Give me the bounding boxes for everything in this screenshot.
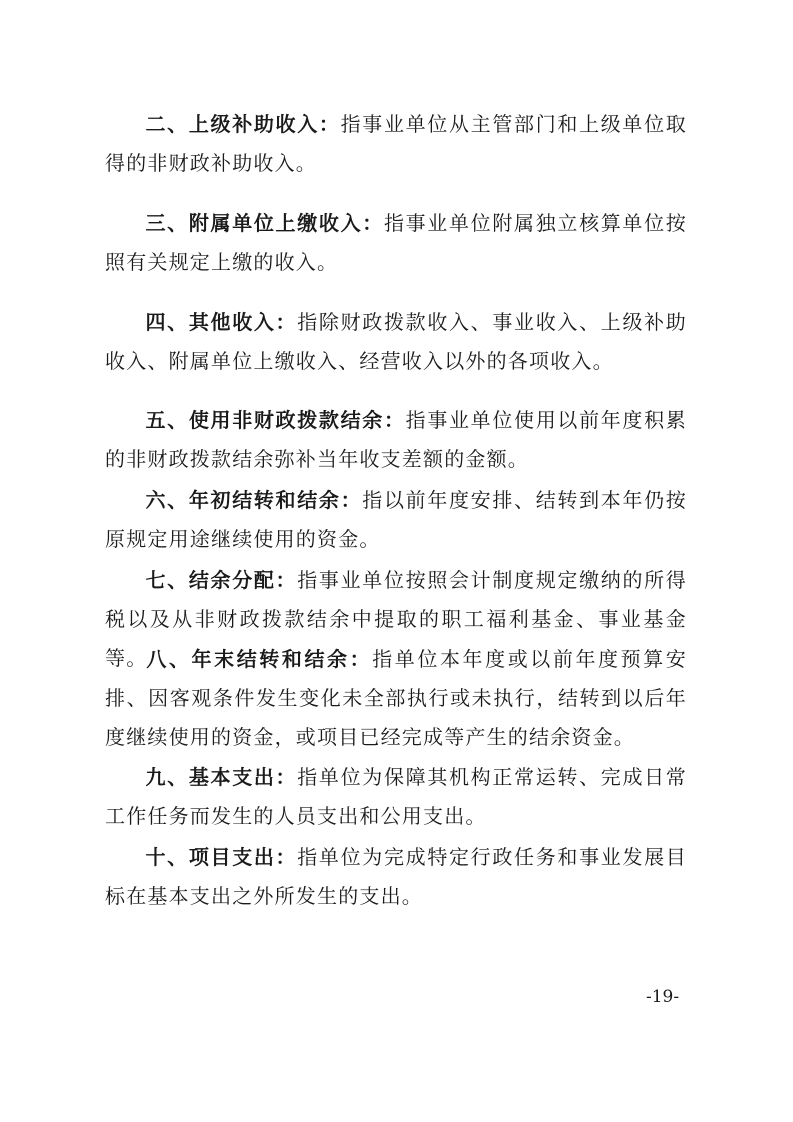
paragraph-term: 九、基本支出：	[145, 765, 298, 789]
paragraph-term: 三、附属单位上缴收入：	[145, 211, 384, 235]
paragraph-non-fiscal-surplus-use	[105, 401, 687, 479]
paragraph-text: 指事业单位从主管部门和上级单位取得的非财政补助收入。	[105, 112, 687, 175]
paragraph-text: 指事业单位使用以前年度积累的非财政拨款结余弥补当年收支差额的金额。	[105, 408, 687, 471]
paragraph-closing-carryover	[105, 640, 687, 757]
paragraph-term: 十、项目支出：	[145, 845, 298, 869]
paragraph-term: 二、上级补助收入：	[145, 112, 341, 136]
paragraph-basic-expenditure	[105, 758, 687, 836]
paragraph-text: 指单位为保障其机构正常运转、完成日常工作任务而发生的人员支出和公用支出。	[105, 765, 687, 828]
paragraph-text: 指事业单位附属独立核算单位按照有关规定上缴的收入。	[105, 211, 687, 274]
paragraph-term: 五、使用非财政拨款结余：	[145, 408, 406, 432]
paragraph-project-expenditure	[105, 838, 687, 916]
paragraph-other-income	[105, 303, 687, 381]
paragraph-text: 指单位为完成特定行政任务和事业发展目标在基本支出之外所发生的支出。	[105, 845, 687, 908]
paragraph-opening-carryover	[105, 481, 687, 559]
paragraph-superior-subsidy-income	[105, 105, 687, 183]
paragraph-term: 八、年末结转和结余：	[145, 647, 373, 671]
paragraph-affiliated-unit-income	[105, 204, 687, 282]
paragraph-text: 指以前年度安排、结转到本年仍按原规定用途继续使用的资金。	[105, 488, 688, 551]
paragraph-text: 指除财政拨款收入、事业收入、上级补助收入、附属单位上缴收入、经营收入以外的各项收入。	[105, 310, 687, 373]
paragraph-term: 七、结余分配：	[145, 568, 298, 592]
paragraph-term: 四、其他收入：	[145, 310, 298, 334]
paragraph-text: 指事业单位按照会计制度规定缴纳的所得税以及从非财政拨款结余中提取的职工福利基金、事业基金等。	[105, 568, 687, 670]
paragraph-text: 指单位本年度或以前年度预算安排、因客观条件发生变化未全部执行或未执行，结转到以后年度继续使用的资金，或项目已经完成等产生的结余资金。	[105, 647, 687, 749]
paragraph-term: 六、年初结转和结余：	[145, 488, 363, 512]
page-number: -19-	[646, 987, 680, 1007]
